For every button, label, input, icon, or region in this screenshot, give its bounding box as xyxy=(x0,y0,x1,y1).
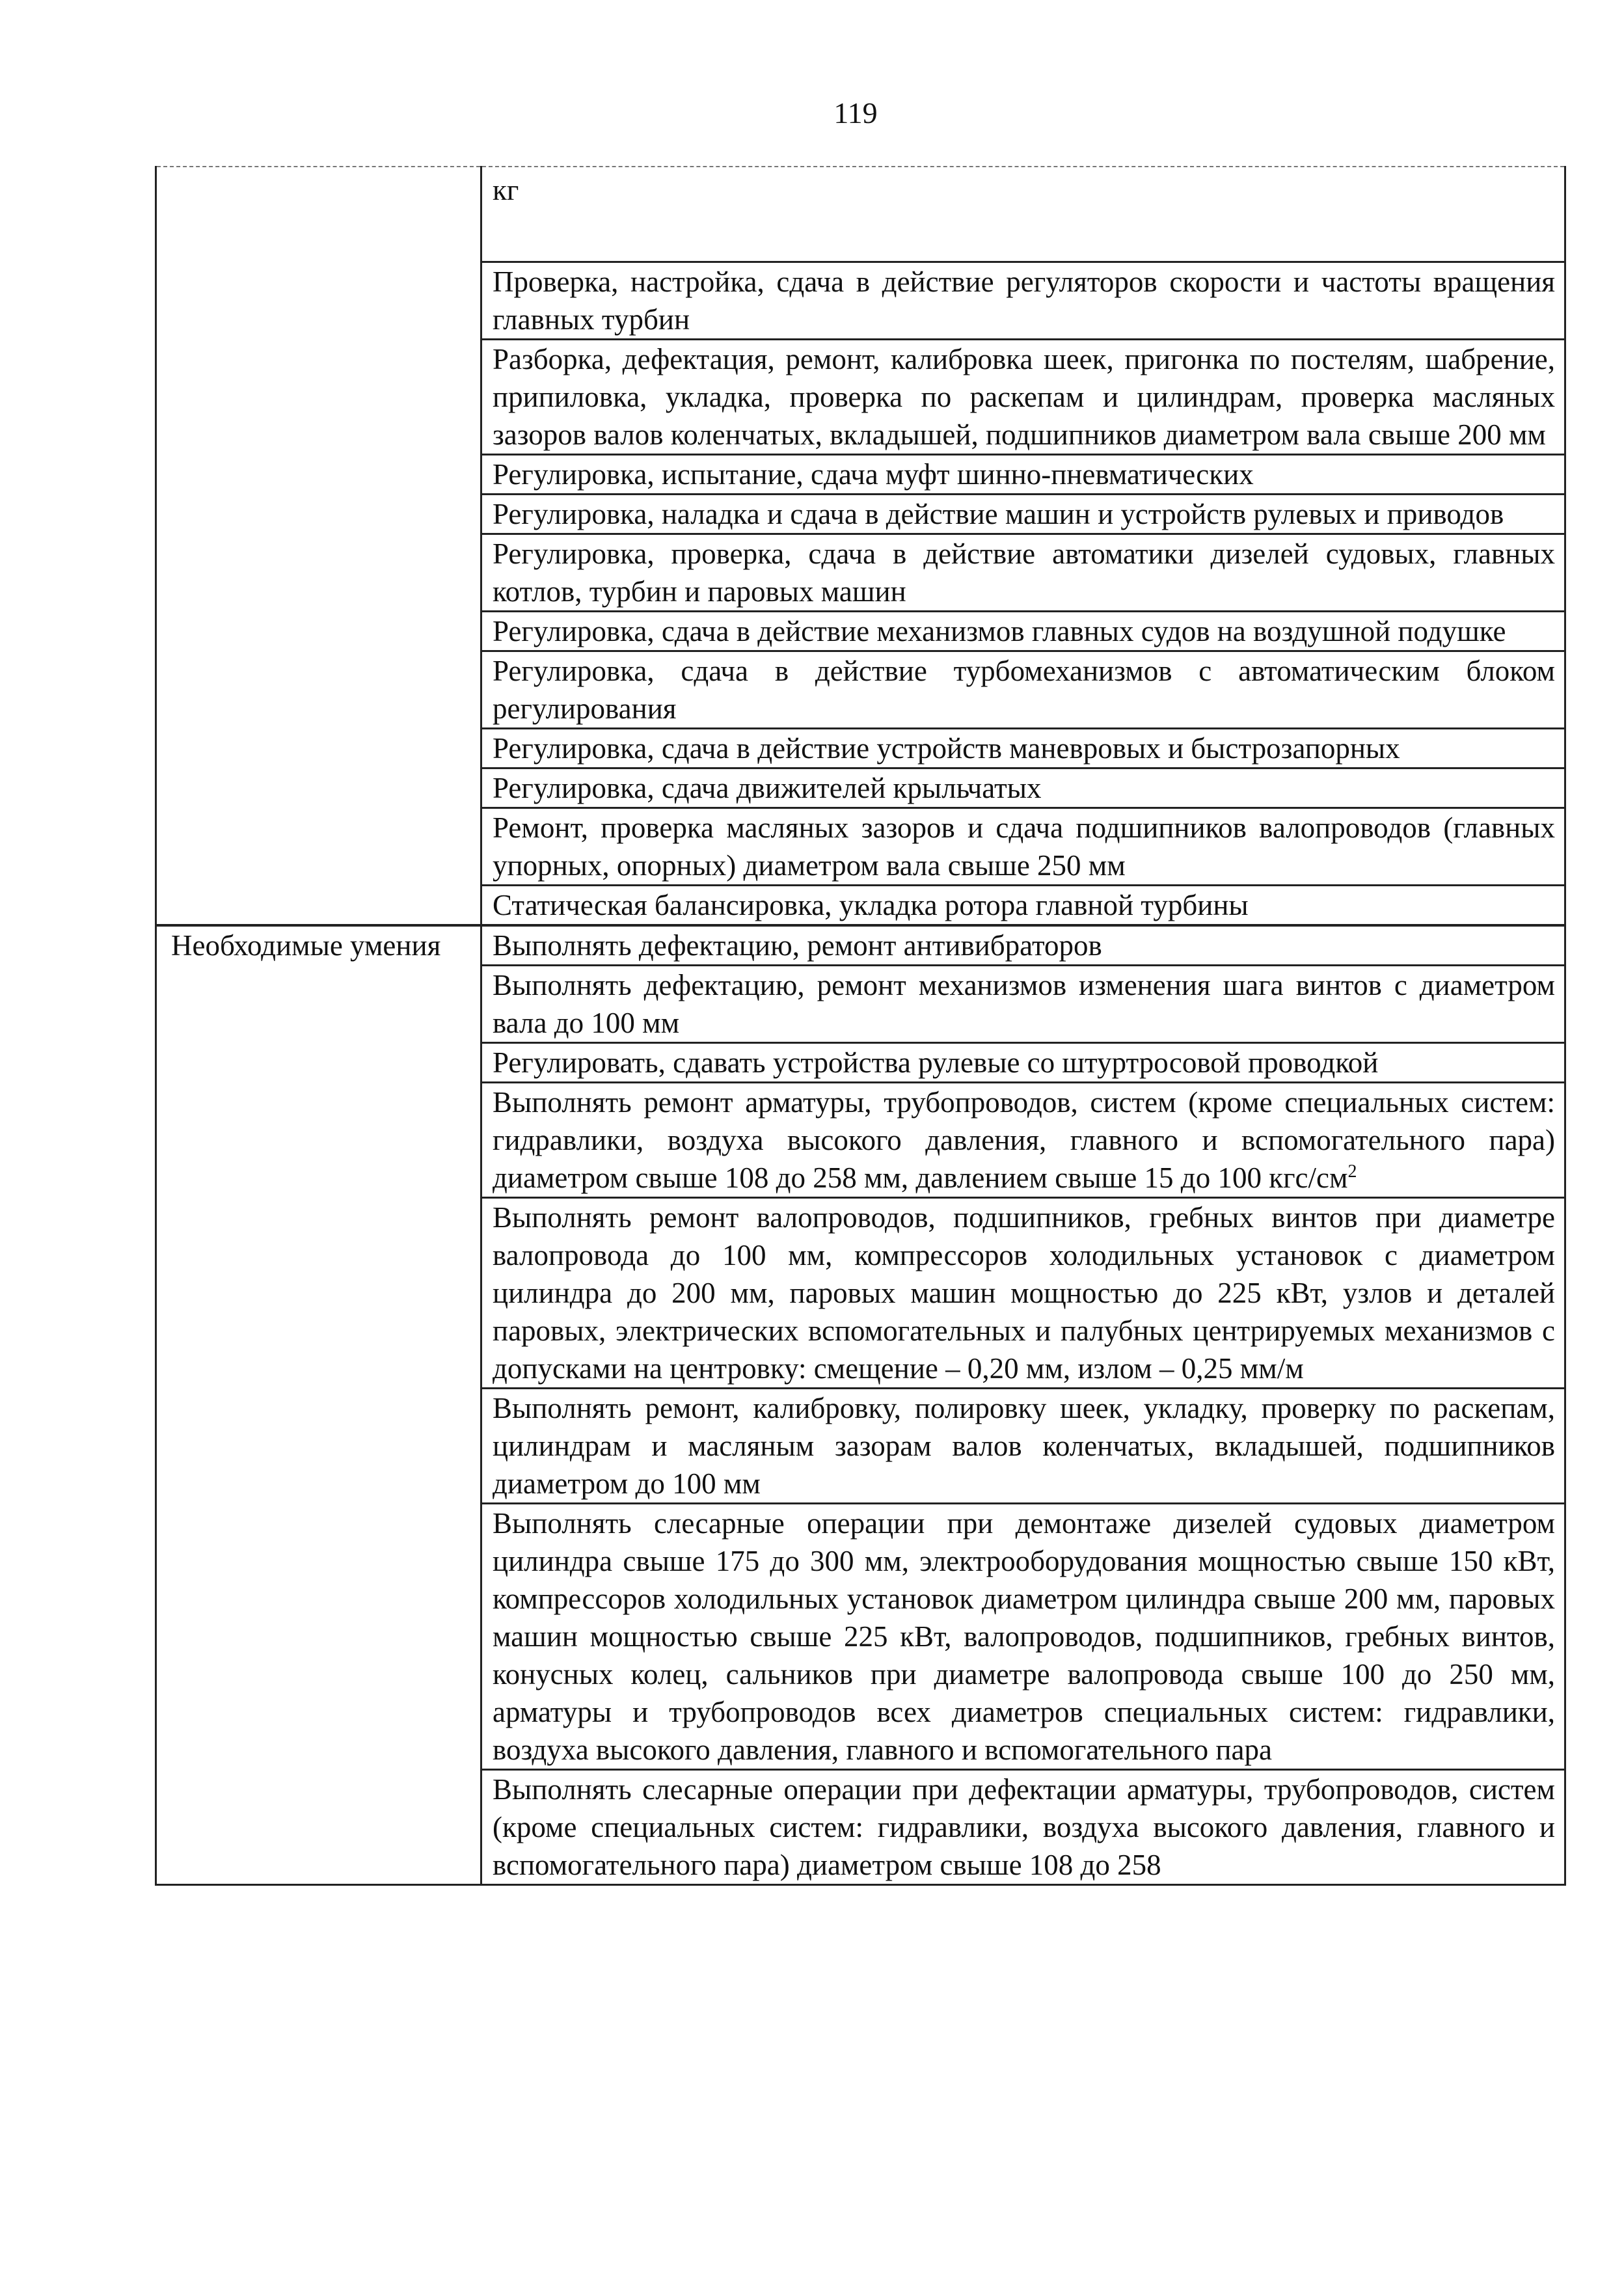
page-number: 119 xyxy=(833,96,878,129)
table-cell: Регулировка, наладка и сдача в действие машин и устройств рулевых и приводов xyxy=(481,495,1565,534)
table-cell: Регулировка, сдача движителей крыльчатых xyxy=(481,768,1565,808)
superscript: 2 xyxy=(1347,1161,1357,1182)
table-cell: Регулировка, испытание, сдача муфт шинно-пневматических xyxy=(481,455,1565,495)
table-cell: Разборка, дефектация, ремонт, калибровка шеек, пригонка по постелям, шабрение, припиловка, укладка, проверка по раскепам и цилиндрам, проверка масляных зазоров валов коленчатых, вкладышей, подшипников диаметром вала свыше 200 мм xyxy=(481,340,1565,455)
requirements-table xyxy=(155,166,1566,1886)
table-cell: Регулировка, сдача в действие механизмов главных судов на воздушной подушке xyxy=(481,612,1565,651)
table-cell: Выполнять ремонт, калибровку, полировку шеек, укладку, проверку по раскепам, цилиндрам и масляным зазорам валов коленчатых, вкладышей, подшипников диаметром до 100 мм xyxy=(481,1389,1565,1504)
table-cell: Проверка, настройка, сдача в действие регуляторов скорости и частоты вращения главных турбин xyxy=(481,262,1565,340)
table-cell: Статическая балансировка, укладка ротора главной турбины xyxy=(481,886,1565,926)
table-row xyxy=(156,167,1565,262)
table-row xyxy=(156,925,1565,966)
table-cell: Выполнять слесарные операции при демонтаже дизелей судовых диаметром цилиндра свыше 175 до 300 мм, электрооборудования мощностью свыше 150 кВт, компрессоров холодильных установок диаметром цилиндра свыше 200 мм, паровых машин мощностью свыше 225 кВт, валопроводов, подшипников, гребных винтов, конусных колец, сальников при диаметре валопровода свыше 100 до 250 мм, арматуры и трубопроводов всех диаметров специальных систем: гидравлики, воздуха высокого давления, главного и вспомогательного пара xyxy=(481,1504,1565,1770)
table-cell: Регулировать, сдавать устройства рулевые со штуртросовой проводкой xyxy=(481,1043,1565,1083)
table-cell: Регулировка, сдача в действие устройств маневровых и быстрозапорных xyxy=(481,729,1565,768)
table-cell: Ремонт, проверка масляных зазоров и сдача подшипников валопроводов (главных упорных, опорных) диаметром вала свыше 250 мм xyxy=(481,808,1565,886)
table-cell: Выполнять дефектацию, ремонт антивибраторов xyxy=(481,925,1565,966)
skills-category-cell: Необходимые умения xyxy=(156,925,481,1885)
cell-text: Выполнять ремонт арматуры, трубопроводов, систем (кроме специальных систем: гидравлики, воздуха высокого давления, главного и вспомогательного пара) диаметром свыше 108 до 258 мм, давлением свыше 15 до 100 кгс/см xyxy=(493,1086,1555,1194)
table-cell: кг xyxy=(481,167,1565,262)
knowledge-category-cell xyxy=(156,167,481,925)
table-cell: Регулировка, проверка, сдача в действие автоматики дизелей судовых, главных котлов, турбин и паровых машин xyxy=(481,534,1565,612)
table-cell: Выполнять ремонт валопроводов, подшипников, гребных винтов при диаметре валопровода до 100 мм, компрессоров холодильных установок с диаметром цилиндра до 200 мм, паровых машин мощностью до 225 кВт, узлов и деталей паровых, электрических вспомогательных и палубных центрируемых механизмов с допусками на центровку: смещение – 0,20 мм, излом – 0,25 мм/м xyxy=(481,1198,1565,1389)
table-cell: Выполнять дефектацию, ремонт механизмов изменения шага винтов с диаметром вала до 100 мм xyxy=(481,966,1565,1043)
table-cell: Выполнять слесарные операции при дефектации арматуры, трубопроводов, систем (кроме специальных систем: гидравлики, воздуха высокого давления, главного и вспомогательного пара) диаметром свыше 108 до 258 xyxy=(481,1770,1565,1885)
table-cell xyxy=(481,1083,1565,1198)
table-cell: Регулировка, сдача в действие турбомеханизмов с автоматическим блоком регулирования xyxy=(481,651,1565,729)
